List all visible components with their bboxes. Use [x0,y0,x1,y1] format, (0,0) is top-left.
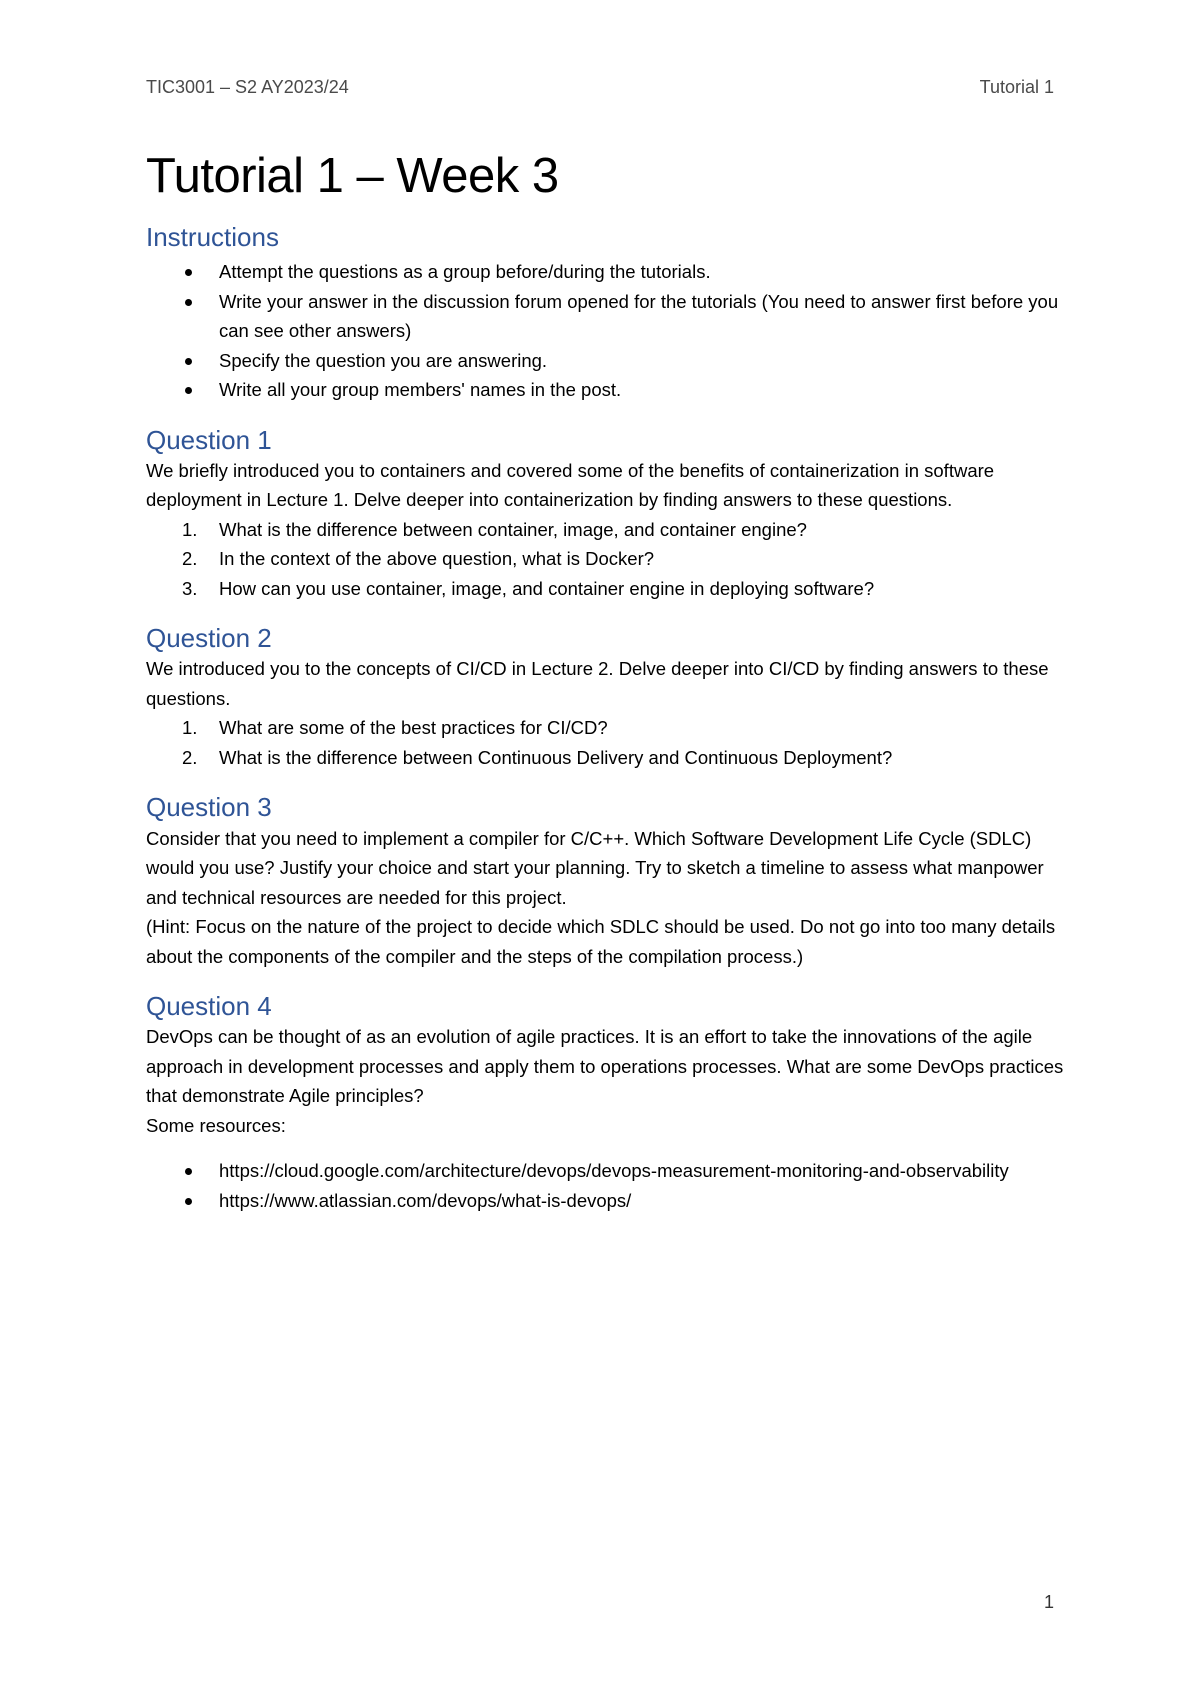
question-3-heading: Question 3 [146,792,272,823]
question-item [182,713,1066,743]
instruction-item: Specify the question you are answering. [219,346,1066,376]
instructions-heading: Instructions [146,221,279,252]
instruction-item: Write all your group members' names in the post. [219,375,1066,405]
header-doc-label: Tutorial 1 [979,76,1054,97]
instructions-list [146,257,1066,405]
question-1-body: We briefly introduced you to containers and covered some of the benefits of containerization in software deployment in Lecture 1. Delve deeper into containerization by finding answers to these questions. [146,459,995,511]
question-4-heading: Question 4 [146,991,272,1022]
item-text: In the context of the above question, what is Docker? [219,548,655,570]
resources-list [146,1156,1066,1215]
item-number: 2. [182,746,198,768]
header-course: TIC3001 – S2 AY2023/24 [146,76,349,97]
resource-link[interactable]: https://www.atlassian.com/devops/what-is-devops/ [219,1186,1066,1216]
page-header [146,74,1054,100]
instruction-item: Write your answer in the discussion forum opened for the tutorials (You need to answer first before you can see other answers) [219,287,1066,346]
document-body [146,150,1066,1215]
spacer [146,1140,1066,1156]
question-1-heading: Question 1 [146,424,272,455]
item-number: 2. [182,548,198,570]
question-3-body: Consider that you need to implement a compiler for C/C++. Which Software Development Life Cycle (SDLC) would you use? Justify your choice and start your planning. Try to sketch a timeline to assess what manpower and technical resources are needed for this project. [146,827,1044,908]
resources-label: Some resources: [146,1114,286,1136]
instruction-item: Attempt the questions as a group before/during the tutorials. [219,257,1066,287]
question-3-hint: (Hint: Focus on the nature of the project to decide which SDLC should be used. Do not go into too many details about the components of the compiler and the steps of the compilation process.) [146,916,1056,967]
question-item [182,574,1066,604]
item-text: What is the difference between container, image, and container engine? [219,518,807,540]
question-4-body: DevOps can be thought of as an evolution of agile practices. It is an effort to take the innovations of the agile approach in development processes and apply them to operations processes. What are some DevOps practices that demonstrate Agile principles? [146,1026,1064,1107]
resource-link[interactable]: https://cloud.google.com/architecture/devops/devops-measurement-monitoring-and-observability [219,1156,1066,1186]
item-text: How can you use container, image, and container engine in deploying software? [219,577,875,599]
question-2-heading: Question 2 [146,623,272,654]
question-2-body: We introduced you to the concepts of CI/CD in Lecture 2. Delve deeper into CI/CD by finding answers to these questions. [146,658,1049,709]
page-number: 1 [1043,1592,1054,1612]
document-title: Tutorial 1 – Week 3 [146,149,559,203]
item-number: 1. [182,518,198,540]
question-item [182,515,1066,545]
item-number: 1. [182,717,198,739]
item-text: What is the difference between Continuous Delivery and Continuous Deployment? [219,746,893,768]
item-text: What are some of the best practices for CI/CD? [219,717,608,739]
question-2-list [146,713,1066,772]
item-number: 3. [182,577,198,599]
question-1-list [146,515,1066,604]
question-item [182,544,1066,574]
question-item [182,743,1066,773]
